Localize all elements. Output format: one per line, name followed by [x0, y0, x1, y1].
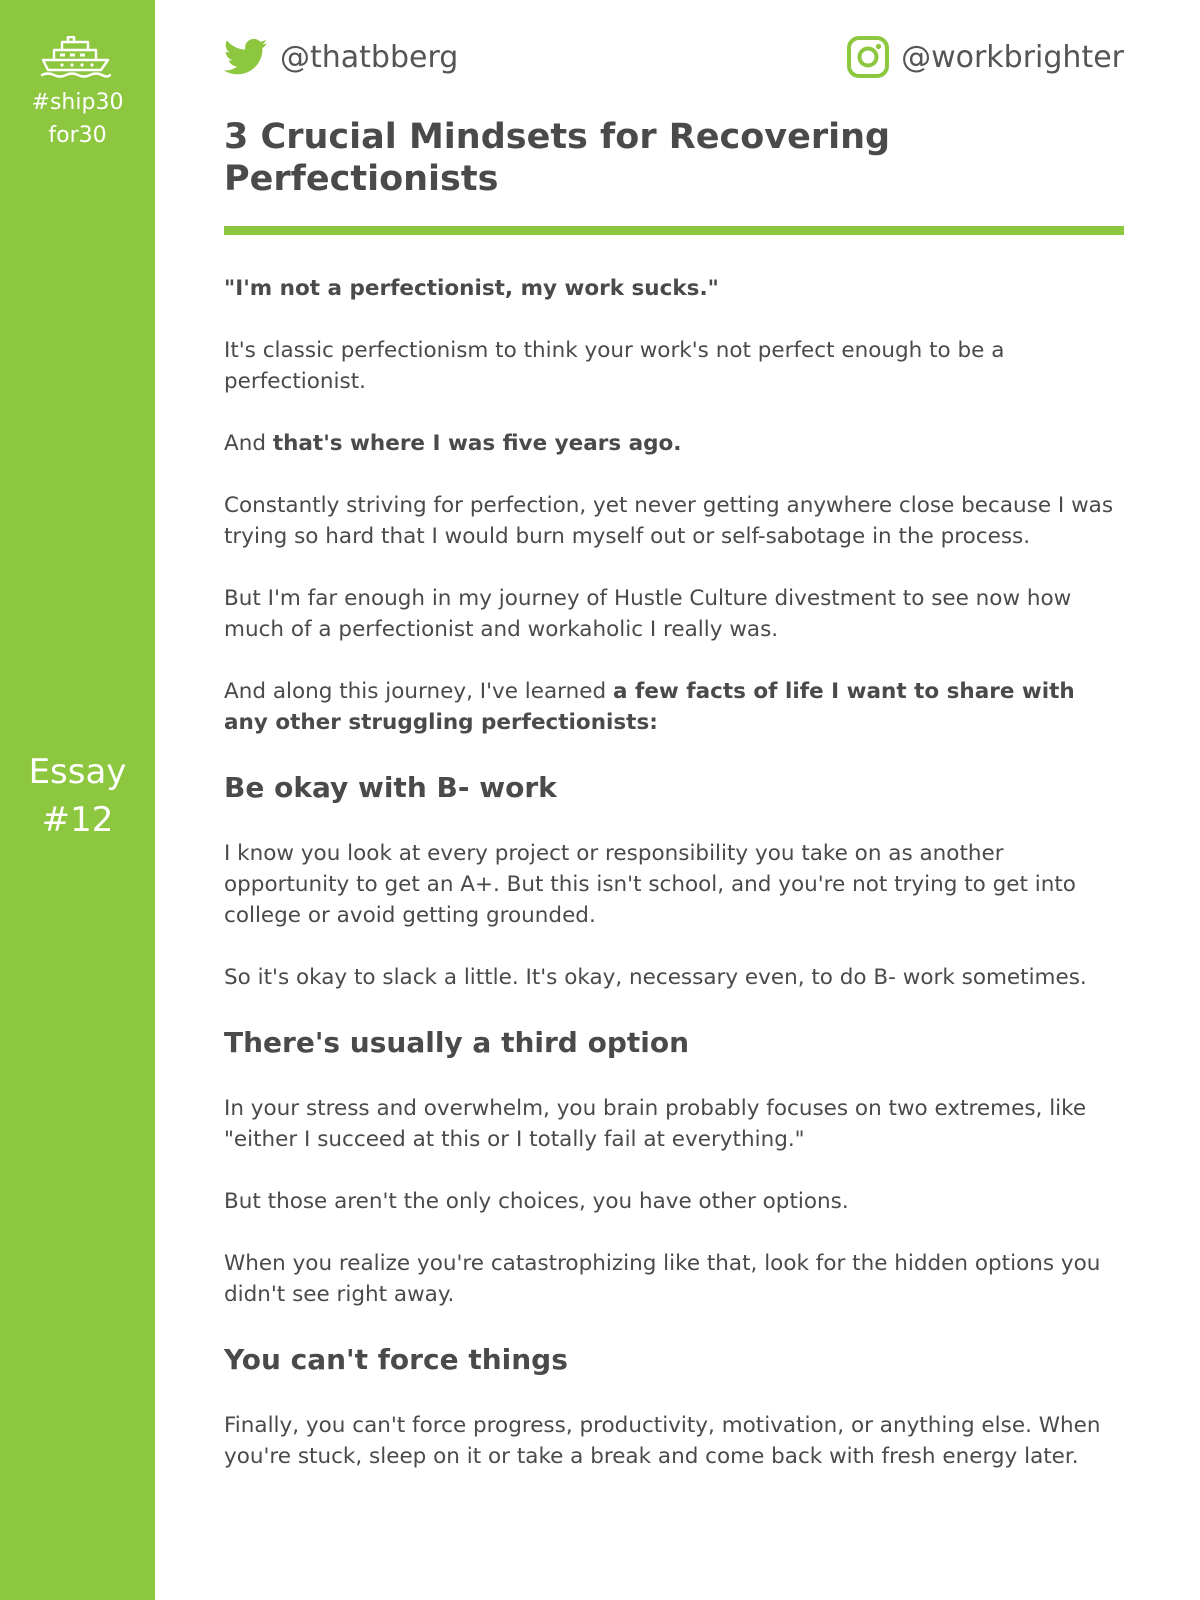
instagram-icon [847, 36, 889, 78]
essay-line-2: #12 [41, 800, 114, 840]
paragraph-5: But I'm far enough in my journey of Hustle Culture divestment to see now how much of a perfectionist and workaholic I really was. [224, 586, 1072, 642]
paragraph-3-bold: that's where I was five years ago. [272, 431, 682, 456]
instagram-handle [847, 34, 1124, 80]
paragraph-6-bold: a few facts of life I want to share with any other struggling perfectionists: [224, 679, 1075, 735]
paragraph-1-bold: "I'm not a perfectionist, my work sucks." [224, 276, 719, 301]
title-line-2: Perfectionists [224, 159, 499, 199]
social-handles [224, 34, 1124, 80]
essay-number [0, 748, 155, 844]
paragraph-11: When you realize you're catastrophizing like that, look for the hidden options you didn't see right away. [224, 1251, 1101, 1307]
paragraph-8: So it's okay to slack a little. It's okay, necessary even, to do B- work sometimes. [224, 965, 1087, 990]
paragraph-12: Finally, you can't force progress, productivity, motivation, or anything else. When you're stuck, sleep on it or take a break and come back with fresh energy later. [224, 1413, 1101, 1469]
essay-body [224, 273, 1124, 1503]
twitter-handle [224, 34, 458, 80]
essay-line-1: Essay [28, 752, 127, 792]
paragraph-7: I know you look at every project or responsibility you take on as another opportunity to get an A+. But this isn't school, and you're not trying to get into college or avoid getting grounded. [224, 841, 1076, 928]
title-line-1: 3 Crucial Mindsets for Recovering [224, 117, 891, 157]
twitter-bird-icon [224, 38, 268, 76]
hashtag [0, 86, 155, 152]
paragraph-4: Constantly striving for perfection, yet never getting anywhere close because I was trying so hard that I would burn myself out or self-sabotage in the process. [224, 493, 1114, 549]
section-heading-1: Be okay with B- work [224, 771, 557, 804]
paragraph-3 [224, 428, 1124, 459]
paragraph-2: It's classic perfectionism to think your work's not perfect enough to be a perfectionist. [224, 338, 1005, 394]
paragraph-6 [224, 676, 1124, 738]
hashtag-line-2: for30 [48, 123, 107, 148]
paragraph-1 [224, 273, 1124, 304]
instagram-handle-text: @workbrighter [901, 39, 1124, 75]
paragraph-10: But those aren't the only choices, you have other options. [224, 1189, 849, 1214]
title-divider [224, 226, 1124, 235]
page-title [224, 116, 1124, 200]
twitter-handle-text: @thatbberg [280, 39, 459, 75]
paragraph-3-plain: And [224, 431, 273, 456]
sidebar [0, 0, 155, 1600]
paragraph-9: In your stress and overwhelm, you brain probably focuses on two extremes, like "either I succeed at this or I totally fail at everything." [224, 1096, 1087, 1152]
hashtag-line-1: #ship30 [31, 90, 124, 115]
ship-icon [40, 36, 112, 80]
section-heading-2: There's usually a third option [224, 1026, 690, 1059]
section-heading-3: You can't force things [224, 1343, 568, 1376]
paragraph-6-plain: And along this journey, I've learned [224, 679, 613, 704]
